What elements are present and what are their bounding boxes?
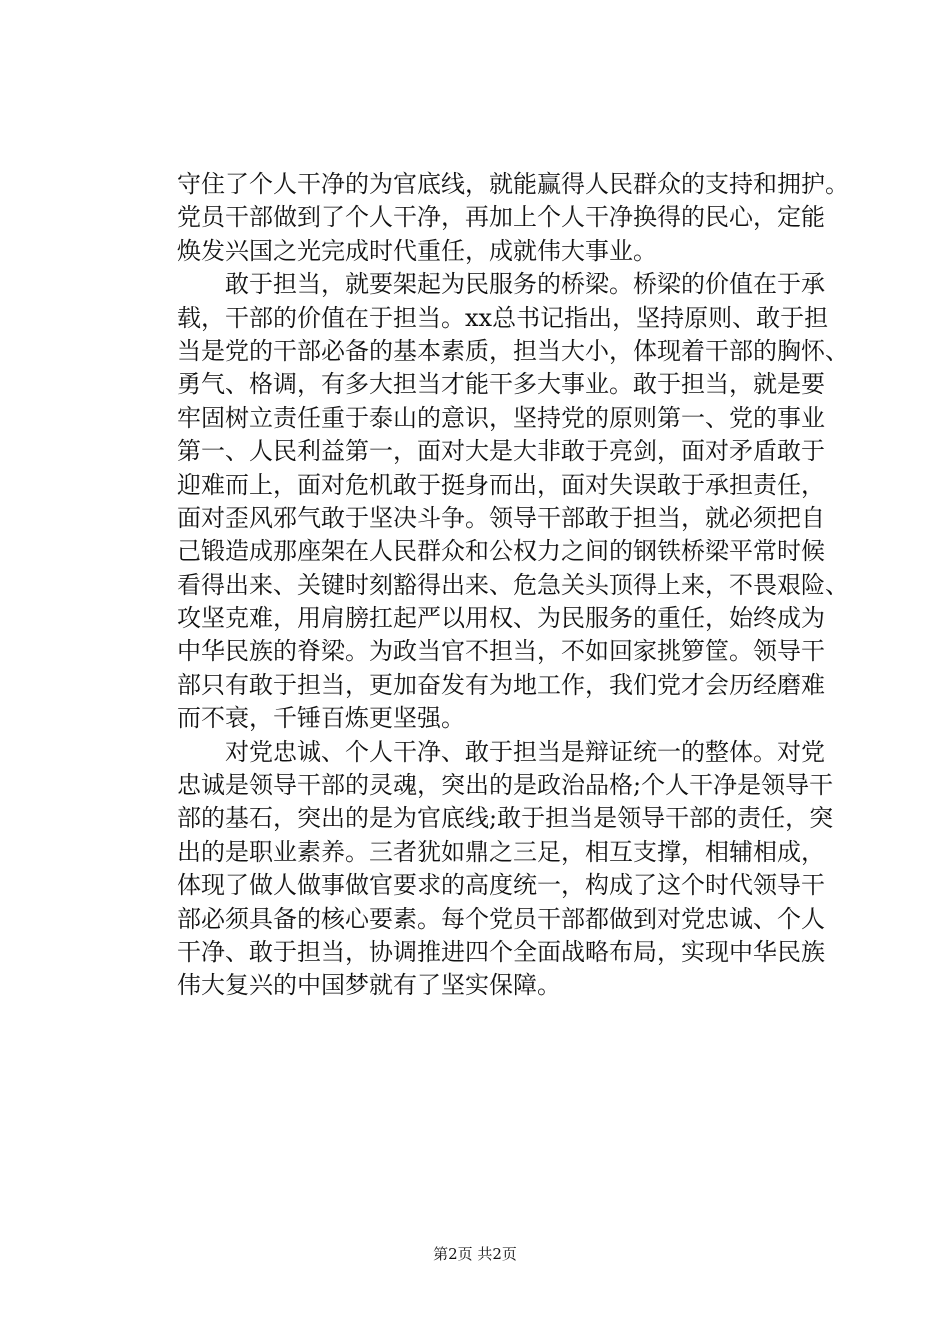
- text-line: 守住了个人干净的为官底线，就能赢得人民群众的支持和拥护。: [177, 170, 849, 198]
- text-line: 勇气、格调，有多大担当才能干多大事业。敢于担当，就是要: [177, 370, 825, 399]
- text-line: 牢固树立责任重于泰山的意识，坚持党的原则第一、党的事业: [177, 403, 825, 432]
- text-line: 焕发兴国之光完成时代重任，成就伟大事业。: [177, 236, 657, 265]
- text-line: 对党忠诚、个人干净、敢于担当是辩证统一的整体。对党: [177, 737, 825, 766]
- body-text: [177, 168, 849, 1003]
- text-line: 忠诚是领导干部的灵魂，突出的是政治品格;个人干净是领导干: [177, 771, 834, 800]
- text-line: 干净、敢于担当，协调推进四个全面战略布局，实现中华民族: [177, 937, 825, 966]
- text-line: 第一、人民利益第一，面对大是大非敢于亮剑，面对矛盾敢于: [177, 437, 825, 466]
- text-line: 党员干部做到了个人干净，再加上个人干净换得的民心，定能: [177, 203, 825, 232]
- text-line: 己锻造成那座架在人民群众和公权力之间的钢铁桥梁平常时候: [177, 537, 825, 566]
- text-line: 出的是职业素养。三者犹如鼎之三足，相互支撑，相辅相成，: [177, 837, 825, 866]
- text-line: 攻坚克难，用肩膀扛起严以用权、为民服务的重任，始终成为: [177, 604, 825, 633]
- page-footer: 第2页 共2页: [433, 1245, 517, 1263]
- text-line: 部的基石，突出的是为官底线;敢于担当是领导干部的责任，突: [177, 804, 834, 833]
- text-line: 体现了做人做事做官要求的高度统一，构成了这个时代领导干: [177, 871, 825, 900]
- text-line: 迎难而上，面对危机敢于挺身而出，面对失误敢于承担责任，: [177, 470, 825, 499]
- text-line: 中华民族的脊梁。为政当官不担当，不如回家挑箩筐。领导干: [177, 637, 825, 666]
- text-line: 载，干部的价值在于担当。xx总书记指出，坚持原则、敢于担: [177, 303, 829, 332]
- text-line: 面对歪风邪气敢于坚决斗争。领导干部敢于担当，就必须把自: [177, 503, 825, 532]
- text-line: 而不衰，千锤百炼更坚强。: [177, 704, 465, 733]
- text-line: 敢于担当，就要架起为民服务的桥梁。桥梁的价值在于承: [177, 270, 825, 299]
- text-line: 部必须具备的核心要素。每个党员干部都做到对党忠诚、个人: [177, 904, 825, 933]
- text-line: 当是党的干部必备的基本素质，担当大小，体现着干部的胸怀、: [177, 336, 849, 365]
- text-line: 伟大复兴的中国梦就有了坚实保障。: [177, 971, 561, 1000]
- text-line: 看得出来、关键时刻豁得出来、危急关头顶得上来，不畏艰险、: [177, 570, 849, 599]
- text-line: 部只有敢于担当，更加奋发有为地工作，我们党才会历经磨难: [177, 670, 825, 699]
